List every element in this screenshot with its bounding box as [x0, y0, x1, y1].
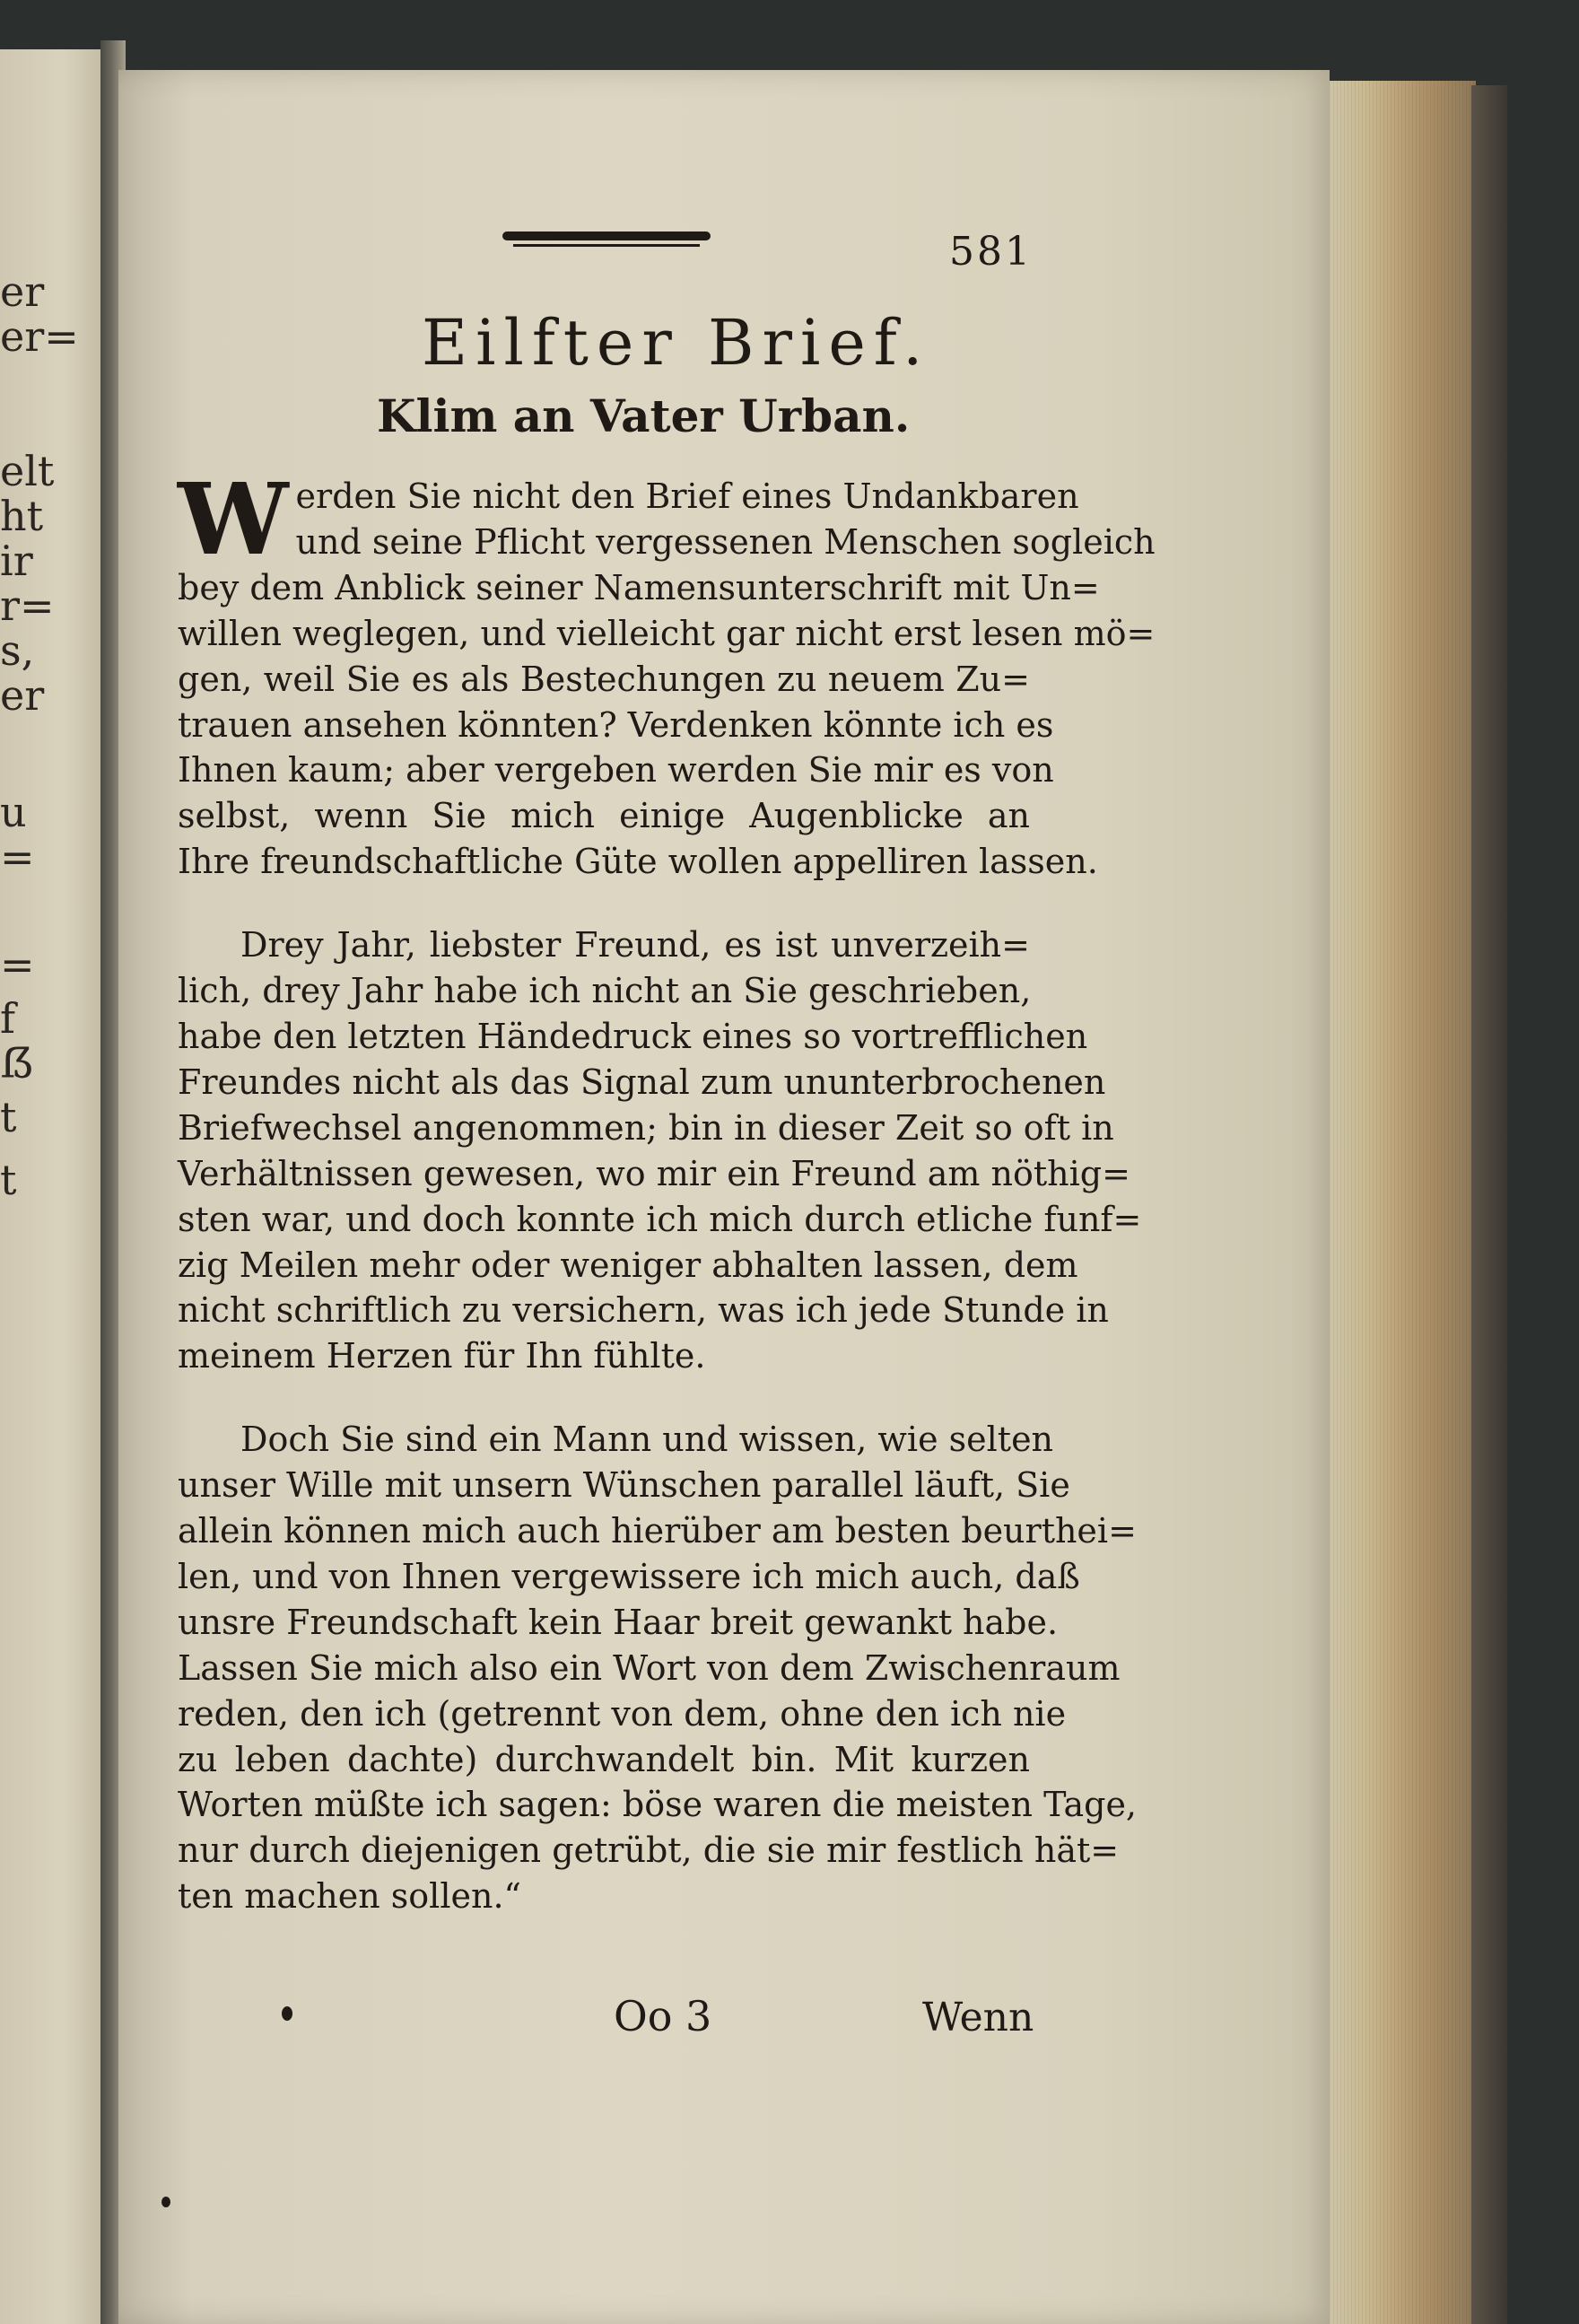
- text-line: Drey Jahr, liebster Freund, es ist unverzeih=: [240, 925, 1030, 965]
- ink-spot: [161, 2197, 170, 2207]
- text-line: Freundes nicht als das Signal zum ununterbrochenen: [178, 1062, 1106, 1102]
- previous-page-fragment: ẞ: [0, 1039, 35, 1088]
- text-line: zig Meilen mehr oder weniger abhalten lassen, dem: [178, 1245, 1078, 1285]
- text-line: selbst, wenn Sie mich einige Augenblicke an: [178, 796, 1030, 836]
- text-line: unser Wille mit unsern Wünschen parallel läuft, Sie: [178, 1465, 1070, 1506]
- ink-spot: [282, 2006, 292, 2021]
- letter-title: Eilfter Brief.: [422, 306, 931, 380]
- paragraph-3: [178, 1417, 1138, 1919]
- paragraph-1: [178, 461, 1156, 885]
- previous-page-fragment: er: [0, 267, 45, 316]
- previous-page-fragment: er: [0, 671, 45, 720]
- previous-page-fragment: r=: [0, 581, 55, 630]
- text-line: Briefwechsel angenommen; bin in dieser Zeit so oft in: [178, 1107, 1114, 1148]
- printer-signature: Oo 3: [614, 1992, 712, 2040]
- text-line: len, und von Ihnen vergewissere ich mich auch, daß: [178, 1556, 1080, 1596]
- previous-page-strip: [0, 49, 106, 2324]
- previous-page-fragment: ir: [0, 537, 33, 585]
- text-line: zu leben dachte) durchwandelt bin. Mit kurzen: [178, 1739, 1030, 1779]
- text-line: und seine Pflicht vergessenen Menschen sogleich: [295, 521, 1156, 562]
- text-line: Worten müßte ich sagen: böse waren die meisten Tage,: [178, 1785, 1138, 1825]
- text-line: lich, drey Jahr habe ich nicht an Sie geschrieben,: [178, 971, 1032, 1011]
- text-line: Ihre freundschaftliche Güte wollen appelliren lassen.: [178, 842, 1098, 882]
- text-line: habe den letzten Händedruck eines so vortrefflichen: [178, 1016, 1088, 1056]
- text-line: bey dem Anblick seiner Namensunterschrift mit Un=: [178, 567, 1100, 607]
- header-ornament-rule: [502, 232, 711, 240]
- text-line: allein können mich auch hierüber am besten beurthei=: [178, 1511, 1137, 1551]
- paragraph-2: [178, 922, 1142, 1379]
- page-number: 581: [949, 229, 1033, 275]
- text-line: erden Sie nicht den Brief eines Undankbaren: [295, 476, 1079, 516]
- text-line: nicht schriftlich zu versichern, was ich jede Stunde in: [178, 1290, 1109, 1331]
- previous-page-fragment: t: [0, 1093, 17, 1141]
- text-line: Doch Sie sind ein Mann und wissen, wie selten: [240, 1420, 1054, 1460]
- text-line: Lassen Sie mich also ein Wort von dem Zwischenraum: [178, 1647, 1121, 1688]
- previous-page-fragment: =: [0, 833, 35, 881]
- drop-cap: W: [178, 461, 289, 577]
- previous-page-fragment: s,: [0, 626, 35, 675]
- page-edges: [1319, 81, 1476, 2324]
- previous-page-fragment: t: [0, 1156, 17, 1204]
- previous-page-fragment: =: [0, 940, 35, 989]
- previous-page-fragment: elt: [0, 447, 55, 495]
- text-line: ten machen sollen.“: [178, 1876, 521, 1917]
- text-line: Ihnen kaum; aber vergeben werden Sie mir es von: [178, 750, 1054, 791]
- previous-page-fragment: er=: [0, 312, 79, 361]
- text-line: sten war, und doch konnte ich mich durch etliche funf=: [178, 1199, 1142, 1239]
- previous-page-fragment: f: [0, 994, 16, 1043]
- text-line: reden, den ich (getrennt von dem, ohne den ich nie: [178, 1693, 1067, 1734]
- text-line: nur durch diejenigen getrübt, die sie mir festlich hät=: [178, 1830, 1120, 1871]
- letter-subtitle: Klim an Vater Urban.: [377, 389, 911, 442]
- text-line: Verhältnissen gewesen, wo mir ein Freund am nöthig=: [178, 1153, 1130, 1193]
- text-line: trauen ansehen könnten? Verdenken könnte ich es: [178, 704, 1054, 745]
- text-line: unsre Freundschaft kein Haar breit gewankt habe.: [178, 1602, 1059, 1642]
- text-line: gen, weil Sie es als Bestechungen zu neuem Zu=: [178, 659, 1030, 699]
- previous-page-fragment: u: [0, 788, 27, 836]
- book-cover-edge: [1471, 85, 1507, 2324]
- previous-page-fragment: ht: [0, 492, 44, 540]
- text-line: meinem Herzen für Ihn fühlte.: [178, 1336, 706, 1376]
- letter-body: [178, 461, 1156, 1957]
- text-line: willen weglegen, und vielleicht gar nicht erst lesen mö=: [178, 613, 1156, 653]
- catchword: Wenn: [922, 1995, 1034, 2040]
